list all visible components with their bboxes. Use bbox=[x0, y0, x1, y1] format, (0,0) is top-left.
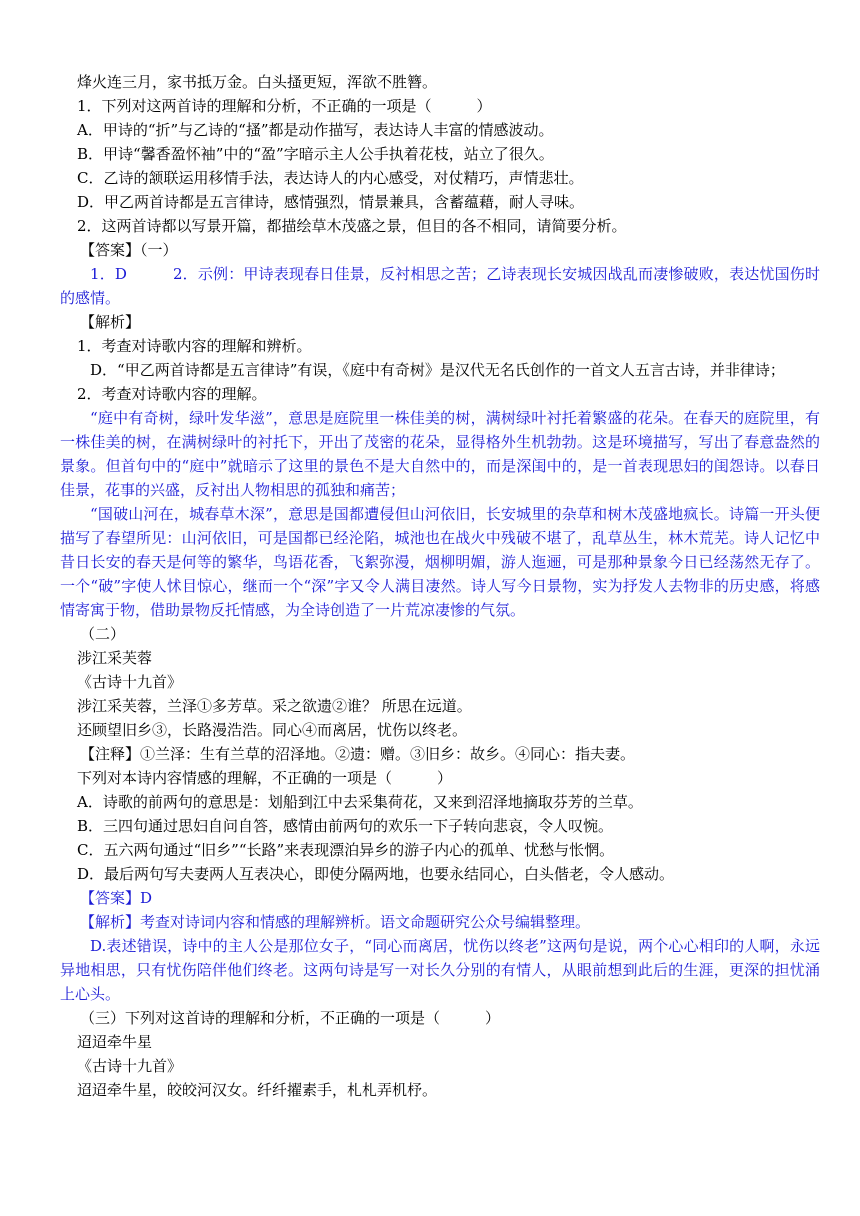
analysis-d: D.表述错误，诗中的主人公是那位女子，“同心而离居，忧伤以终老”这两句是说，两个心心相印的人啊，永远异地相思，只有忧伤陪伴他们终老。这两句诗是写一对长久分别的有情人，从眼前想到此后的生涯，更深的担忧涌上心头。 bbox=[60, 937, 820, 1003]
poem-line: 迢迢牵牛星，皎皎河汉女。纤纤擢素手，札札弄机杼。 bbox=[77, 1081, 438, 1099]
answer-label: 【答案】（一） bbox=[80, 241, 178, 259]
question-1: 1．下列对这两首诗的理解和分析，不正确的一项是（ ） bbox=[77, 97, 492, 115]
analysis-2: 2．考查对诗歌内容的理解。 bbox=[77, 385, 267, 403]
section-3-question: （三）下列对这首诗的理解和分析，不正确的一项是（ ） bbox=[80, 1009, 501, 1027]
analysis-1d: D．“甲乙两首诗都是五言律诗”有误，《庭中有奇树》是汉代无名氏创作的一首文人五言古诗，并非律诗； bbox=[90, 361, 785, 379]
document-page bbox=[60, 70, 820, 1102]
notes: 【注释】①兰泽：生有兰草的沼泽地。②遗：赠。③旧乡：故乡。④同心：指夫妻。 bbox=[80, 745, 636, 763]
analysis: 【解析】考查对诗词内容和情感的理解辨析。语文命题研究公众号编辑整理。 bbox=[80, 913, 591, 931]
analysis-1: 1．考查对诗歌内容的理解和辨析。 bbox=[77, 337, 312, 355]
poem-line: 还顾望旧乡③，长路漫浩浩。同心④而离居，忧伤以终老。 bbox=[77, 721, 468, 739]
poem-source: 《古诗十九首》 bbox=[77, 1057, 183, 1075]
option-b: B．三四句通过思妇自问自答，感情由前两句的欢乐一下子转向悲哀，令人叹惋。 bbox=[77, 817, 614, 835]
option-d: D．最后两句写夫妻两人互表决心，即使分隔两地，也要永结同心，白头偕老，令人感动。 bbox=[77, 865, 675, 883]
answer-2: 2．示例：甲诗表现春日佳景，反衬相思之苦；乙诗表现长安城因战乱而凄惨破败，表达忧国伤时的感情。 bbox=[60, 265, 820, 307]
analysis-2b: “国破山河在，城春草木深”，意思是国都遭侵但山河依旧，长安城里的杂草和树木茂盛地疯长。诗篇一开头便描写了春望所见：山河依旧，可是国都已经沦陷，城池也在战火中残破不堪了，乱草丛生，林木荒芜。诗人记忆中昔日长安的春天是何等的繁华，鸟语花香，飞絮弥漫，烟柳明媚，游人迤逦，可是那种景象今日已经荡然无存了。一个“破”字使人怵目惊心，继而一个“深”字又令人满目凄然。诗人写今日景物，实为抒发人去物非的历史感，将感情寄寓于物，借助景物反托情感，为全诗创造了一片荒凉凄惨的气氛。 bbox=[60, 505, 820, 619]
option-c: C．乙诗的颔联运用移情手法，表达诗人的内心感受，对仗精巧，声情悲壮。 bbox=[77, 169, 584, 187]
poem-line: 烽火连三月，家书抵万金。白头搔更短，浑欲不胜簪。 bbox=[77, 73, 438, 91]
section-2-label: （二） bbox=[80, 625, 126, 643]
poem-title: 迢迢牵牛星 bbox=[77, 1033, 153, 1051]
option-d: D．甲乙两首诗都是五言律诗，感情强烈，情景兼具，含蓄蕴藉，耐人寻味。 bbox=[77, 193, 585, 211]
poem-source: 《古诗十九首》 bbox=[77, 673, 183, 691]
option-a: A．甲诗的“折”与乙诗的“搔”都是动作描写，表达诗人丰富的情感波动。 bbox=[77, 121, 554, 139]
answer: 【答案】D bbox=[80, 889, 153, 907]
option-c: C．五六两句通过“旧乡”“长路”来表现漂泊异乡的游子内心的孤单、忧愁与怅惘。 bbox=[77, 841, 615, 859]
answer-text bbox=[60, 262, 820, 310]
question-2: 2．这两首诗都以写景开篇，都描绘草木茂盛之景，但目的各不相同，请简要分析。 bbox=[77, 217, 627, 235]
option-b: B．甲诗“馨香盈怀袖”中的“盈”字暗示主人公手执着花枝，站立了很久。 bbox=[77, 145, 554, 163]
analysis-label: 【解析】 bbox=[80, 313, 141, 331]
poem-title: 涉江采芙蓉 bbox=[77, 649, 153, 667]
option-a: A．诗歌的前两句的意思是：划船到江中去采集荷花，又来到沼泽地摘取芬芳的兰草。 bbox=[77, 793, 643, 811]
poem-line: 涉江采芙蓉，兰泽①多芳草。采之欲遗②谁？ 所思在远道。 bbox=[77, 697, 472, 715]
answer-1: 1．D bbox=[90, 265, 127, 283]
question: 下列对本诗内容情感的理解，不正确的一项是（ ） bbox=[77, 769, 453, 787]
analysis-2a: “庭中有奇树，绿叶发华滋”，意思是庭院里一株佳美的树，满树绿叶衬托着繁盛的花朵。在春天的庭院里，有一株佳美的树，在满树绿叶的衬托下，开出了茂密的花朵，显得格外生机勃勃。这是环境描写，写出了春意盎然的景象。但首句中的“庭中”就暗示了这里的景色不是大自然中的，而是深闺中的，是一首表现思妇的闺怨诗。以春日佳景，花事的兴盛，反衬出人物相思的孤独和痛苦； bbox=[60, 409, 820, 499]
